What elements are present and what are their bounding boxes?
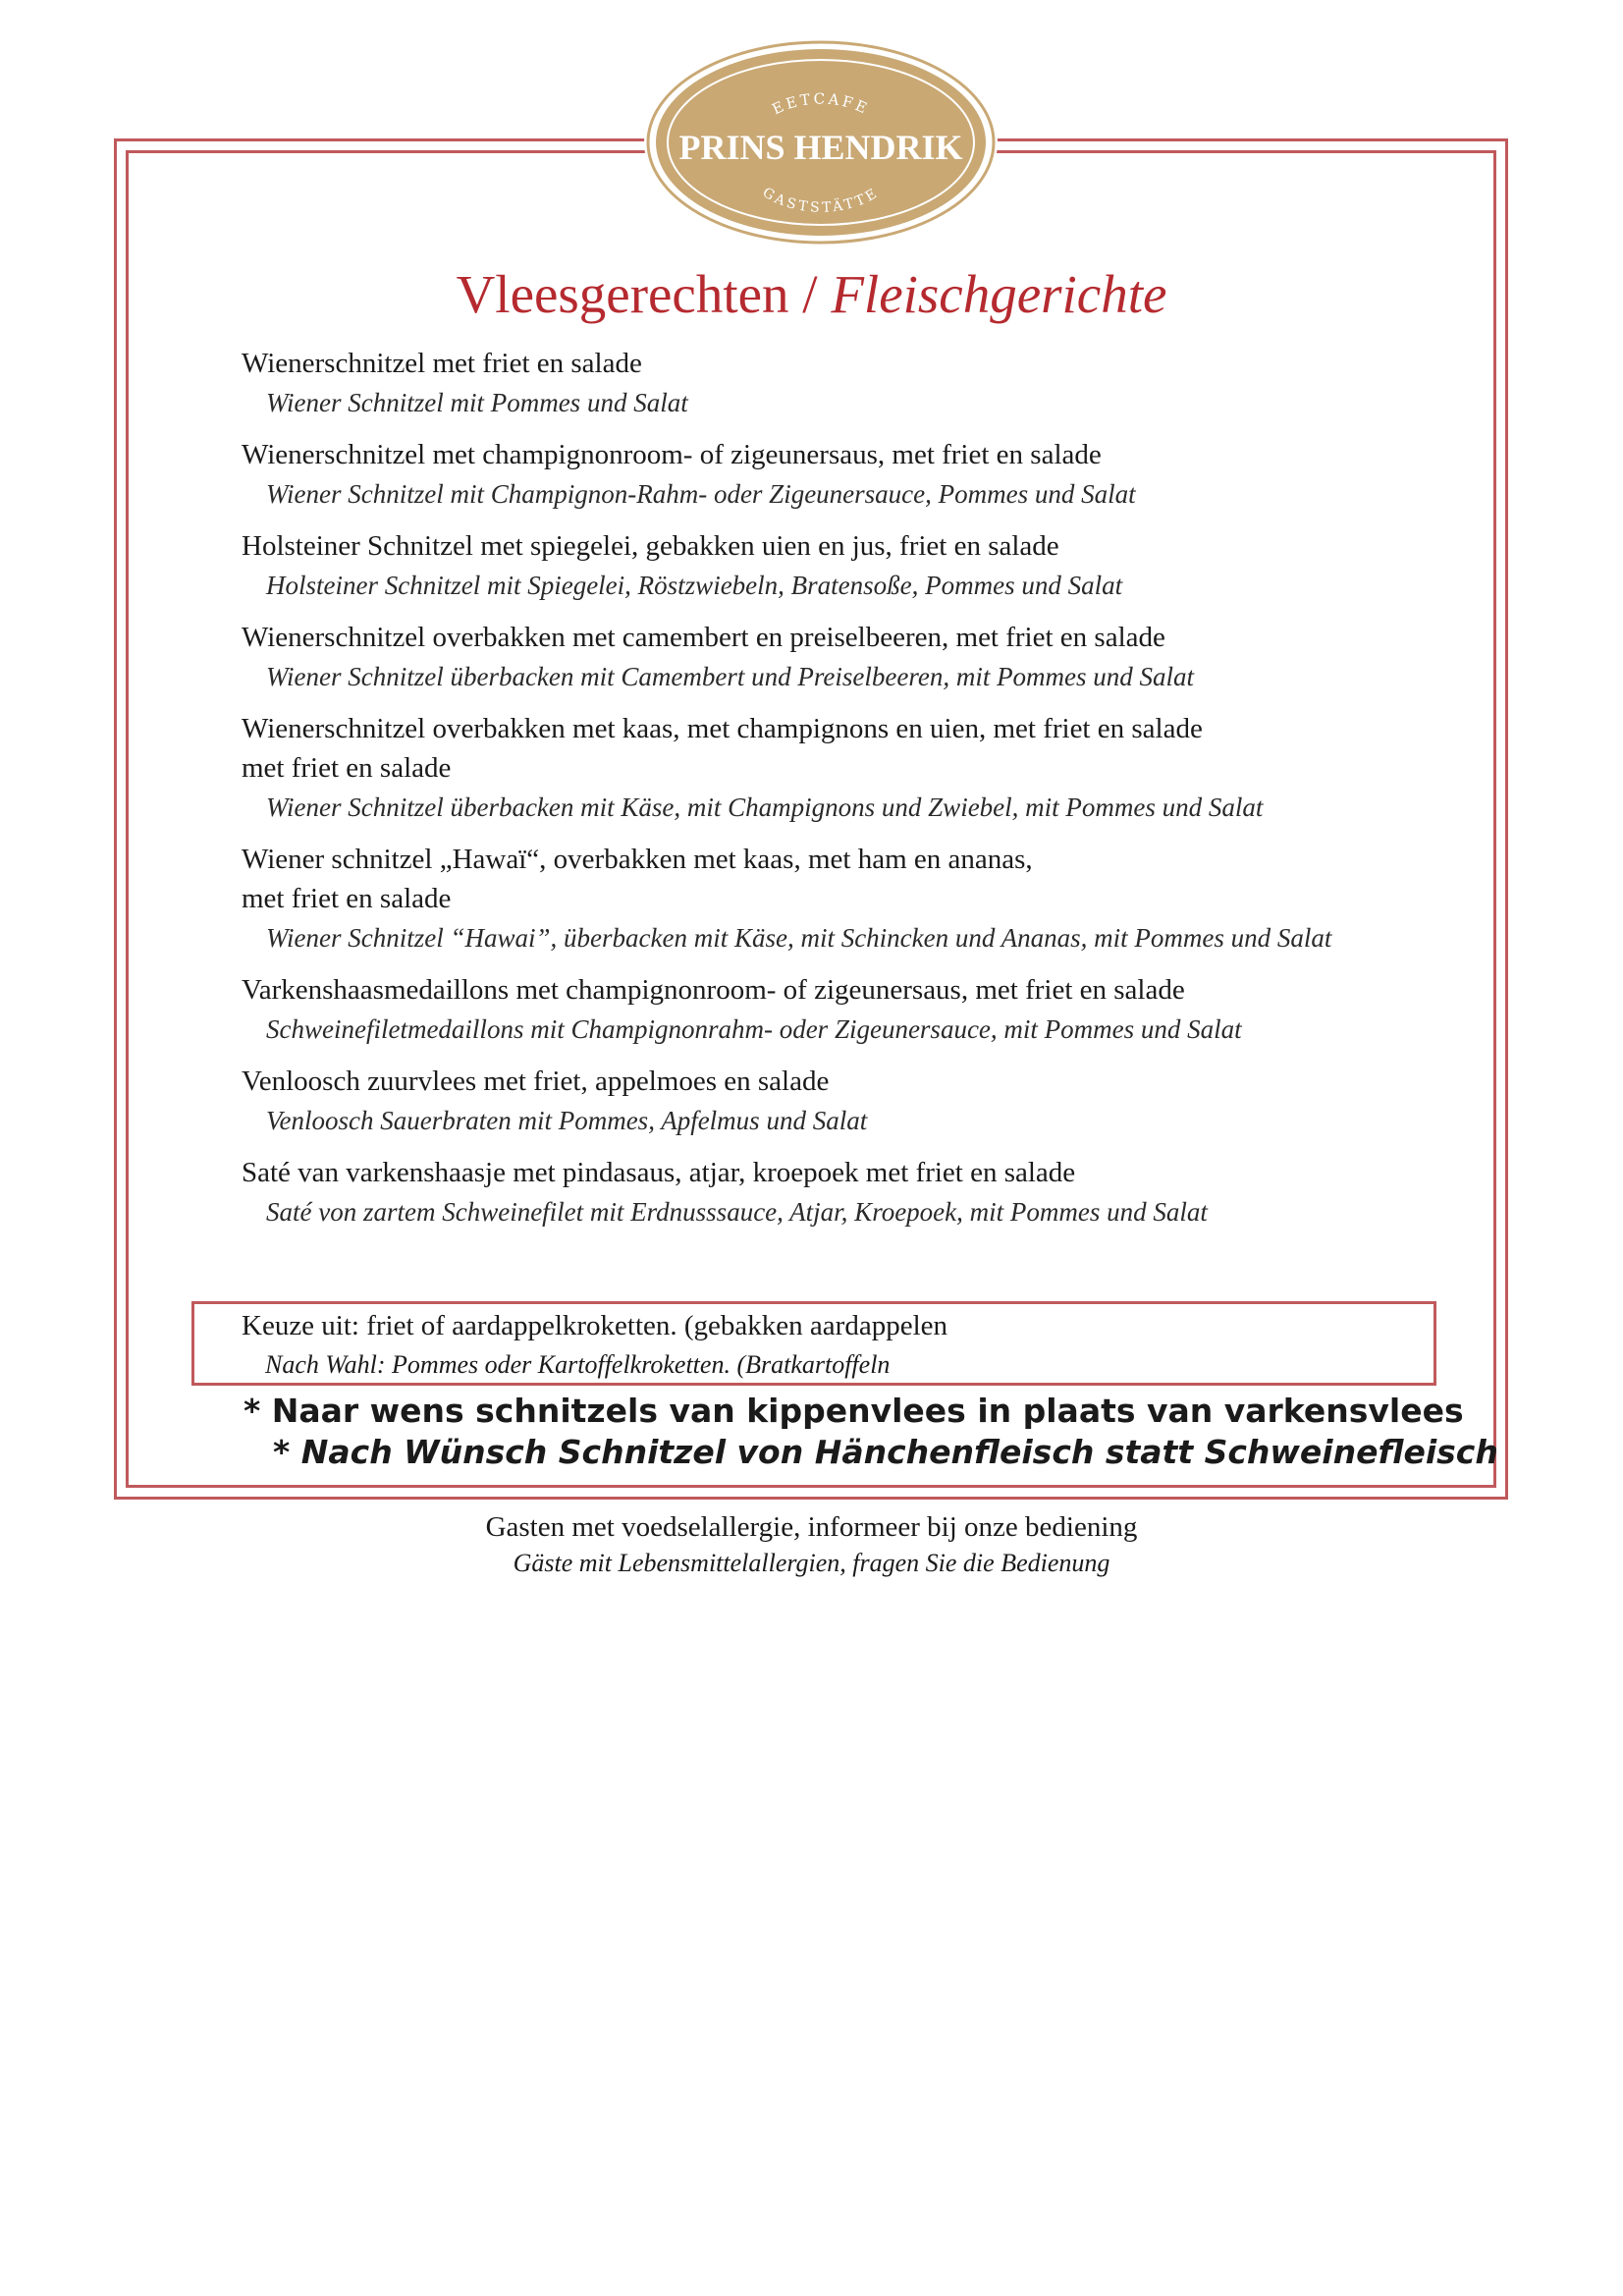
menu-item bbox=[242, 1062, 1449, 1140]
menu-item bbox=[242, 618, 1449, 696]
menu-item-de: Holsteiner Schnitzel mit Spiegelei, Röstzwiebeln, Bratensoße, Pommes und Salat bbox=[266, 571, 1123, 600]
menu-item bbox=[242, 709, 1449, 827]
menu-item-de: Schweinefiletmedaillons mit Champignonrahm- oder Zigeunersauce, mit Pommes und Salat bbox=[266, 1014, 1242, 1044]
menu-item-de: Wiener Schnitzel überbacken mit Camembert und Preiselbeeren, mit Pommes und Salat bbox=[266, 662, 1195, 691]
title-nl: Vleesgerechten / bbox=[456, 264, 818, 324]
menu-list bbox=[242, 344, 1449, 1244]
menu-item bbox=[242, 840, 1449, 957]
menu-item-de: Wiener Schnitzel überbacken mit Käse, mit Champignons und Zwiebel, mit Pommes und Salat bbox=[266, 793, 1264, 822]
menu-item-nl: Venloosch zuurvlees met friet, appelmoes en salade bbox=[242, 1066, 830, 1097]
logo-bottom-text: GASTSTÄTTE bbox=[759, 185, 883, 216]
logo-main-text: PRINS HENDRIK bbox=[678, 128, 963, 167]
menu-item-de: Venloosch Sauerbraten mit Pommes, Apfelmus und Salat bbox=[266, 1106, 868, 1135]
menu-item-nl-cont: met friet en salade bbox=[242, 752, 452, 784]
menu-item-nl: Varkenshaasmedaillons met champignonroom- of zigeunersaus, met friet en salade bbox=[242, 974, 1185, 1006]
page-title bbox=[0, 263, 1623, 325]
menu-item bbox=[242, 435, 1449, 514]
allergy-notice bbox=[0, 1508, 1623, 1581]
menu-item-de: Wiener Schnitzel mit Pommes und Salat bbox=[266, 388, 688, 417]
chicken-note-de: * Nach Wünsch Schnitzel von Hänchenfleisch statt Schweinefleisch bbox=[273, 1433, 1498, 1471]
logo-emblem bbox=[644, 39, 998, 246]
menu-item-nl: Wienerschnitzel met champignonroom- of zigeunersaus, met friet en salade bbox=[242, 439, 1102, 470]
menu-item-de: Wiener Schnitzel “Hawai”, überbacken mit Käse, mit Schincken und Ananas, mit Pommes und Salat bbox=[266, 923, 1332, 953]
menu-item bbox=[242, 1153, 1449, 1231]
menu-item-nl: Wienerschnitzel overbakken met camembert en preiselbeeren, met friet en salade bbox=[242, 622, 1165, 653]
choice-nl: Keuze uit: friet of aardappelkroketten. (gebakken aardappelen bbox=[242, 1310, 947, 1341]
menu-item-nl: Holsteiner Schnitzel met spiegelei, gebakken uien en jus, friet en salade bbox=[242, 530, 1059, 562]
menu-item-nl: Saté van varkenshaasje met pindasaus, atjar, kroepoek met friet en salade bbox=[242, 1157, 1076, 1188]
menu-item-de: Saté von zartem Schweinefilet mit Erdnusssauce, Atjar, Kroepoek, mit Pommes und Salat bbox=[266, 1197, 1208, 1227]
chicken-note-nl: * Naar wens schnitzels van kippenvlees in plaats van varkensvlees bbox=[243, 1392, 1464, 1430]
menu-item-nl: Wienerschnitzel overbakken met kaas, met champignons en uien, met friet en salade bbox=[242, 713, 1203, 744]
logo-top-text: EETCAFE bbox=[769, 89, 873, 119]
menu-item-nl: Wiener schnitzel „Hawaï“, overbakken met kaas, met ham en ananas, bbox=[242, 844, 1033, 875]
allergy-nl: Gasten met voedselallergie, informeer bij onze bediening bbox=[485, 1511, 1138, 1543]
menu-item-de: Wiener Schnitzel mit Champignon-Rahm- oder Zigeunersauce, Pommes und Salat bbox=[266, 479, 1136, 509]
allergy-de: Gäste mit Lebensmittelallergien, fragen Sie die Bedienung bbox=[513, 1549, 1110, 1577]
menu-item bbox=[242, 970, 1449, 1049]
menu-item-nl-cont: met friet en salade bbox=[242, 883, 452, 914]
menu-item bbox=[242, 344, 1449, 422]
title-de: Fleischgerichte bbox=[831, 264, 1167, 324]
menu-item bbox=[242, 526, 1449, 605]
choice-de: Nach Wahl: Pommes oder Kartoffelkroketten. (Bratkartoffeln bbox=[265, 1350, 891, 1379]
logo bbox=[644, 39, 998, 246]
menu-item-nl: Wienerschnitzel met friet en salade bbox=[242, 348, 642, 379]
